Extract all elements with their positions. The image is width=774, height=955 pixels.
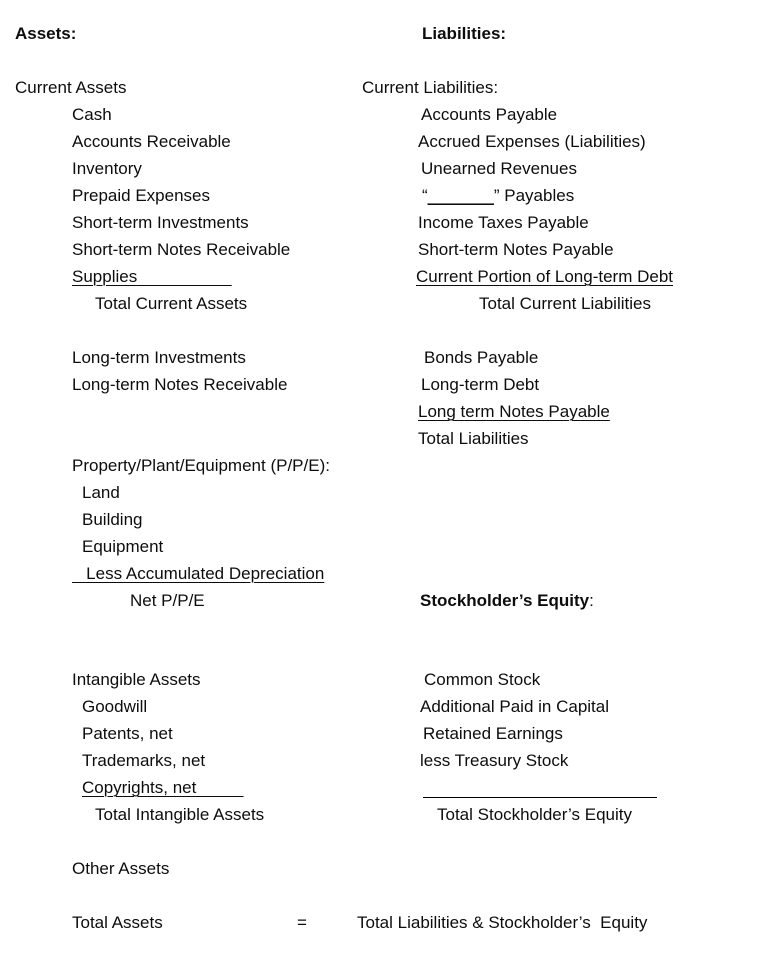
liability-item-long-term-notes-payable: Long term Notes Payable (418, 402, 610, 421)
liability-item-short-term-notes-payable: Short-term Notes Payable (418, 240, 614, 259)
equity-heading (420, 591, 594, 611)
asset-item-accounts-receivable: Accounts Receivable (72, 132, 231, 151)
asset-item-inventory: Inventory (72, 159, 142, 178)
ppe-item-equipment: Equipment (82, 537, 164, 556)
asset-item-cash: Cash (72, 105, 112, 124)
current-liabilities-title: Current Liabilities: (362, 78, 499, 97)
total-intangible-assets: Total Intangible Assets (95, 805, 265, 824)
intangible-item-copyrights: Copyrights, net (82, 778, 244, 797)
liability-item-bonds-payable: Bonds Payable (424, 348, 539, 367)
open-quote: “ (422, 186, 428, 205)
intangible-item-patents: Patents, net (82, 724, 173, 743)
total-current-assets: Total Current Assets (95, 294, 248, 313)
ppe-item-building: Building (82, 510, 143, 529)
asset-item-short-term-notes-receivable: Short-term Notes Receivable (72, 240, 291, 259)
liability-item-accrued-expenses: Accrued Expenses (Liabilities) (418, 132, 646, 151)
blank-fill-in[interactable]: _______ (427, 186, 494, 205)
asset-item-supplies: Supplies (72, 267, 232, 286)
total-stockholders-equity: Total Stockholder’s Equity (437, 805, 632, 824)
liability-item-current-portion-long-term-debt: Current Portion of Long-term Debt (416, 267, 674, 286)
net-ppe-total: Net P/P/E (130, 591, 205, 610)
ppe-less-accumulated-depreciation: Less Accumulated Depreciation (72, 564, 325, 583)
asset-item-short-term-investments: Short-term Investments (72, 213, 249, 232)
equity-heading-text: Stockholder’s Equity (420, 591, 590, 610)
liability-item-blank-payables (422, 186, 574, 206)
equals-sign: = (297, 913, 307, 932)
equity-item-retained-earnings: Retained Earnings (423, 724, 563, 743)
asset-item-prepaid-expenses: Prepaid Expenses (72, 186, 210, 205)
total-liabilities: Total Liabilities (418, 429, 529, 448)
liability-item-accounts-payable: Accounts Payable (421, 105, 558, 124)
equity-heading-colon: : (589, 591, 594, 610)
equity-item-common-stock: Common Stock (424, 670, 541, 689)
liability-item-unearned-revenues: Unearned Revenues (421, 159, 577, 178)
equity-subtotal-rule (423, 797, 657, 798)
equity-item-less-treasury-stock: less Treasury Stock (420, 751, 569, 770)
ppe-item-land: Land (82, 483, 120, 502)
current-assets-title: Current Assets (15, 78, 127, 97)
intangible-item-trademarks: Trademarks, net (82, 751, 206, 770)
equity-item-additional-paid-in-capital: Additional Paid in Capital (420, 697, 610, 716)
total-assets: Total Assets (72, 913, 163, 932)
asset-item-long-term-notes-receivable: Long-term Notes Receivable (72, 375, 288, 394)
close-quote: ” (493, 186, 500, 205)
total-liabilities-and-equity: Total Liabilities & Stockholder’s Equity (357, 913, 648, 932)
liabilities-heading: Liabilities: (422, 24, 507, 43)
payables-suffix: Payables (499, 186, 575, 205)
total-current-liabilities: Total Current Liabilities (479, 294, 651, 313)
ppe-title: Property/Plant/Equipment (P/P/E): (72, 456, 330, 475)
assets-heading: Assets: (15, 24, 77, 43)
other-assets: Other Assets (72, 859, 170, 878)
intangible-item-goodwill: Goodwill (82, 697, 148, 716)
intangible-assets-title: Intangible Assets (72, 670, 201, 689)
liability-item-long-term-debt: Long-term Debt (421, 375, 540, 394)
asset-item-long-term-investments: Long-term Investments (72, 348, 246, 367)
liability-item-income-taxes-payable: Income Taxes Payable (418, 213, 589, 232)
